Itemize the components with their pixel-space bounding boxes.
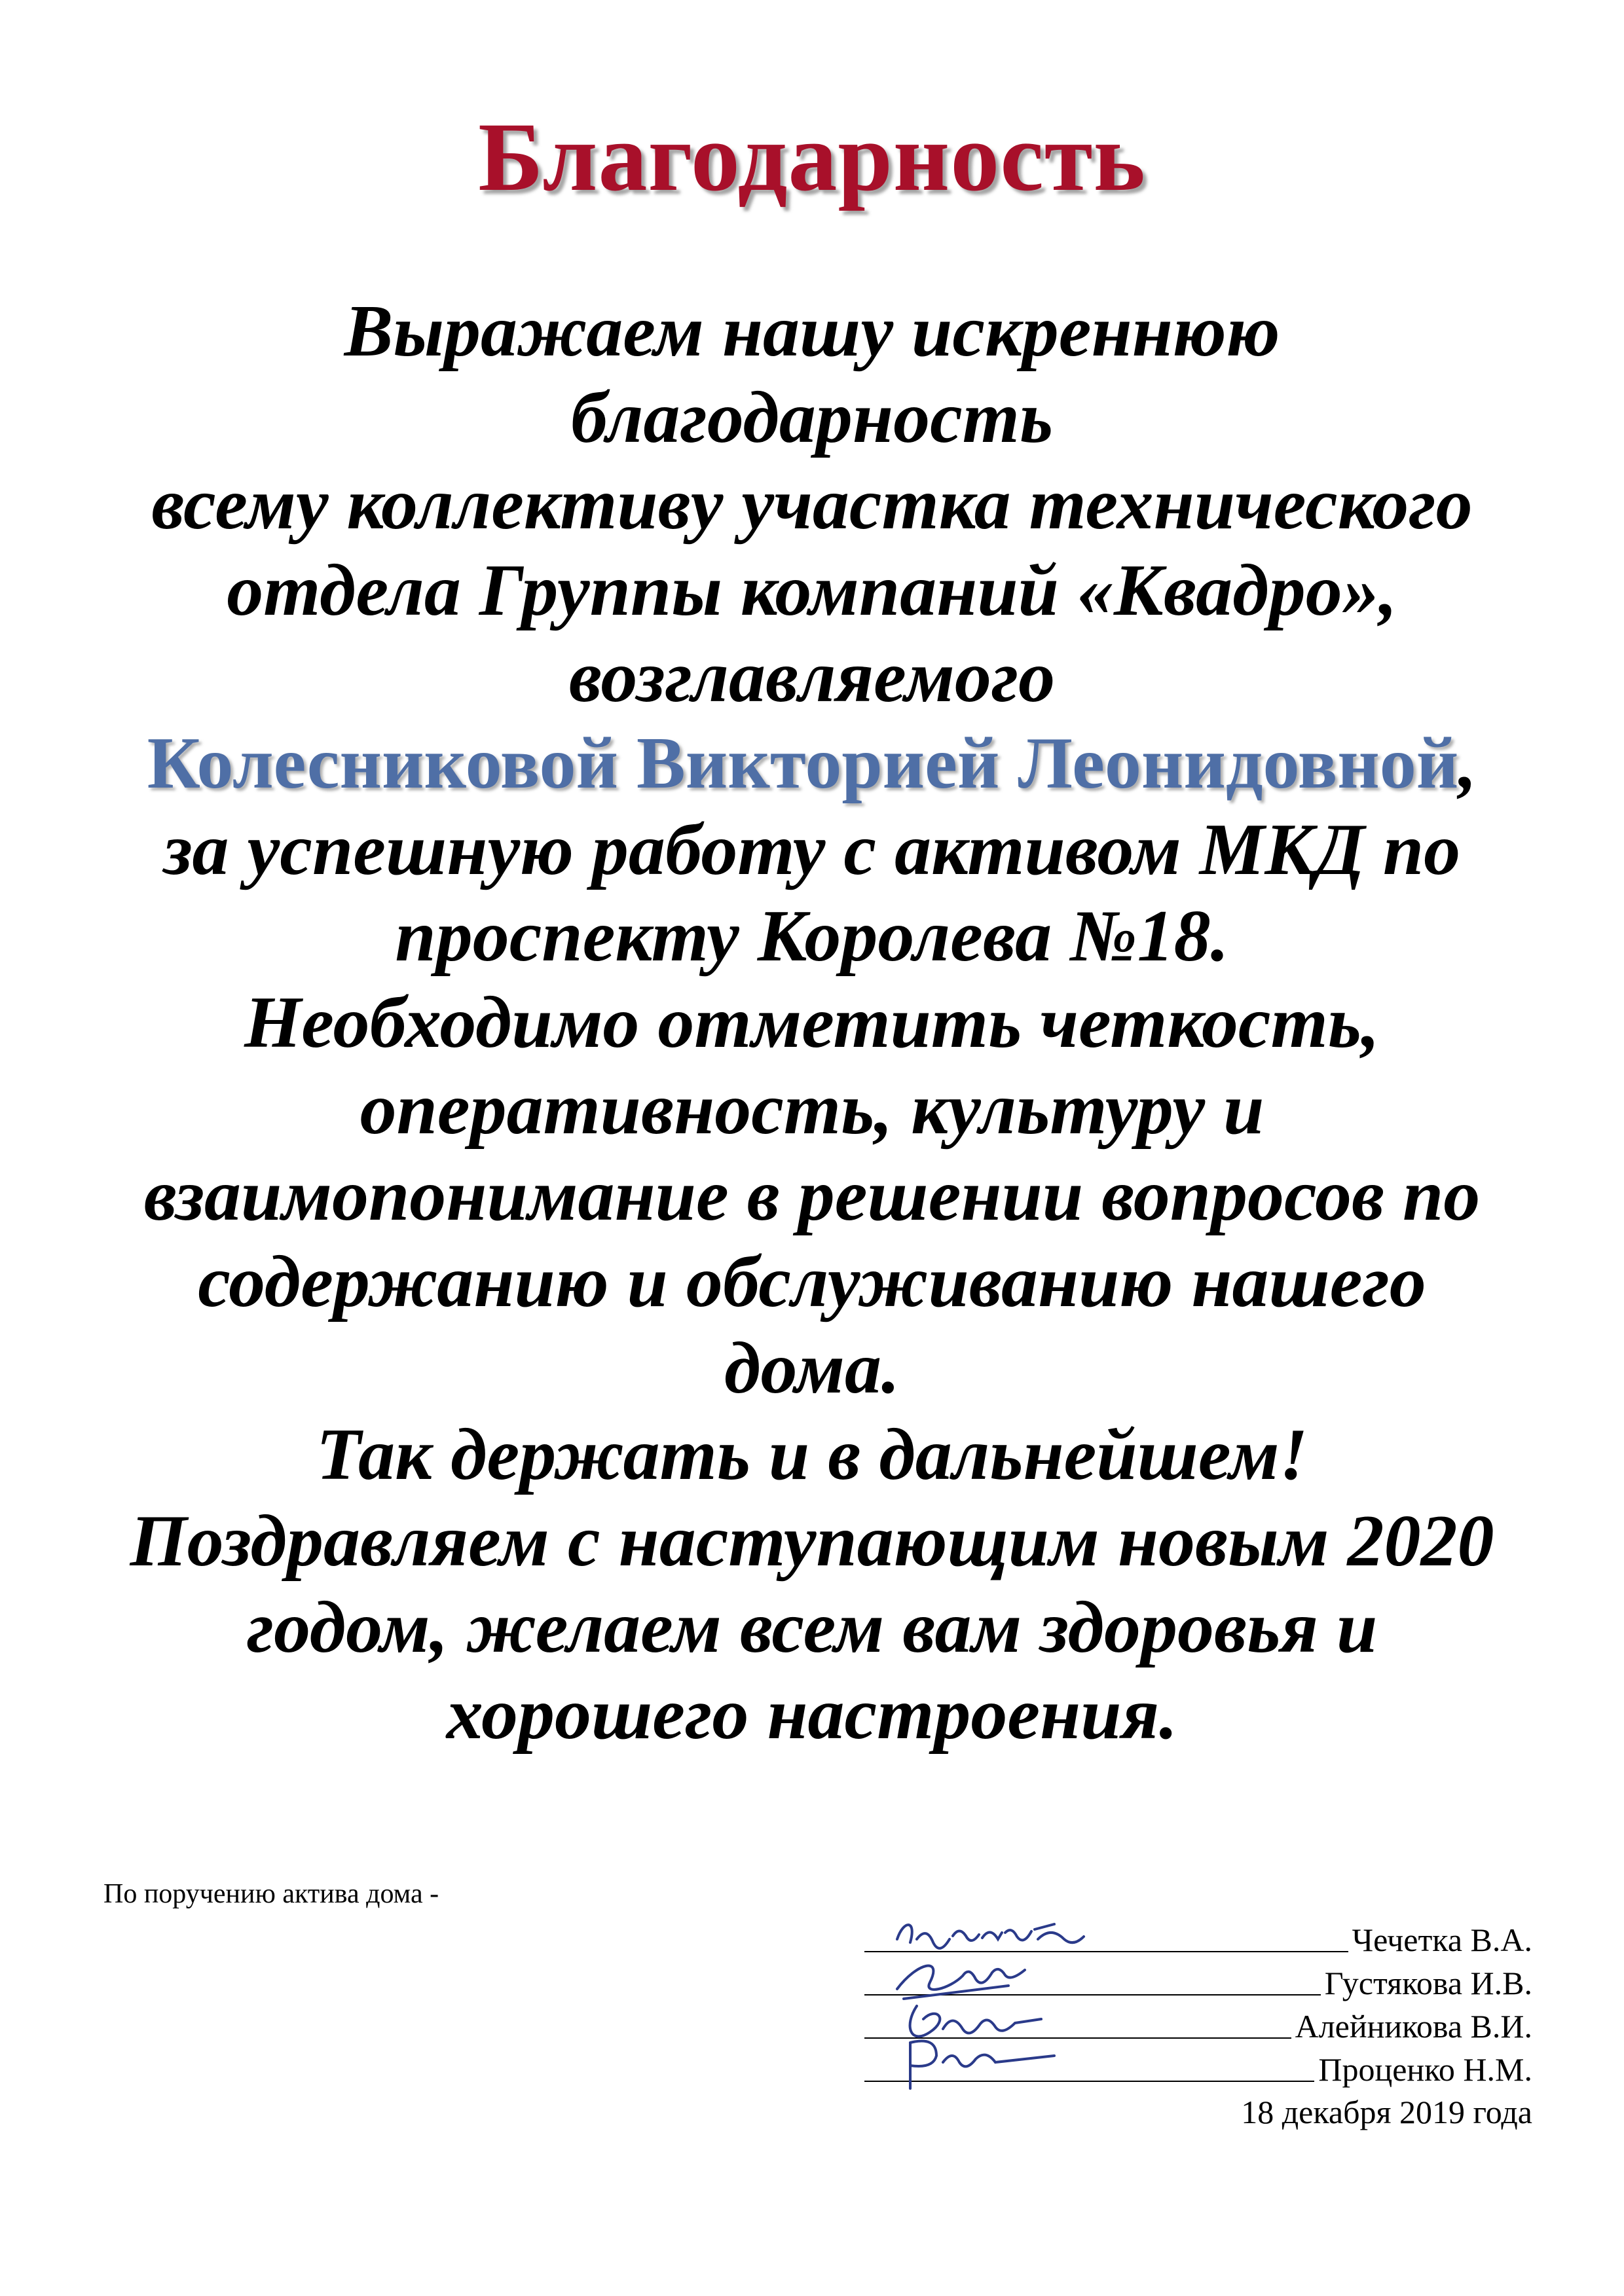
body-line: Необходимо отметить четкость,	[244, 982, 1380, 1063]
body-line: отдела Группы компаний «Квадро»,	[227, 550, 1397, 631]
letter-date: 18 декабря 2019 года	[1241, 2094, 1532, 2130]
body-line: оперативность, культуру и	[360, 1068, 1264, 1150]
body-line-recipient	[79, 720, 1545, 807]
body-line: всему коллективу участка технического	[151, 464, 1473, 545]
body-line: проспекту Королева №18.	[395, 896, 1229, 977]
body-line: хорошего настроения.	[446, 1673, 1178, 1755]
body-line: Выражаем нашу искреннюю	[344, 291, 1280, 372]
signer-name: Алейникова В.И.	[1295, 2008, 1532, 2045]
signature-line	[864, 1912, 1348, 1952]
body-line: за успешную работу с активом МКД по	[163, 809, 1461, 890]
recipient-comma: ,	[1458, 723, 1477, 804]
handwritten-signature	[891, 2030, 1100, 2095]
body-line: содержанию и обслуживанию нашего	[198, 1241, 1426, 1322]
letter-title: Благодарность	[478, 103, 1146, 211]
signer-name: Чечетка В.А.	[1352, 1922, 1532, 1958]
body-line: годом, желаем всем вам здоровья и	[246, 1587, 1378, 1668]
body-line: Так держать и в дальнейшем!	[316, 1414, 1308, 1495]
signer-name: Густякова И.В.	[1324, 1965, 1532, 2001]
body-line: возглавляемого	[568, 636, 1056, 718]
recipient-name: Колесниковой Викторией Леонидовной	[147, 723, 1459, 804]
body-line: благодарность	[570, 377, 1054, 458]
body-line: взаимопонимание в решении вопросов по	[143, 1155, 1481, 1236]
commission-note: По поручению актива дома -	[103, 1879, 439, 1909]
body-line: дома.	[724, 1328, 900, 1409]
signature-line	[864, 1955, 1321, 1995]
signer-row	[864, 2047, 1532, 2090]
signature-block	[864, 1917, 1532, 2133]
body-line: Поздравляем с наступающим новым 2020	[130, 1501, 1494, 1582]
signer-name: Проценко Н.М.	[1318, 2051, 1532, 2088]
signature-line	[864, 2041, 1314, 2082]
letter-body	[79, 288, 1545, 1757]
